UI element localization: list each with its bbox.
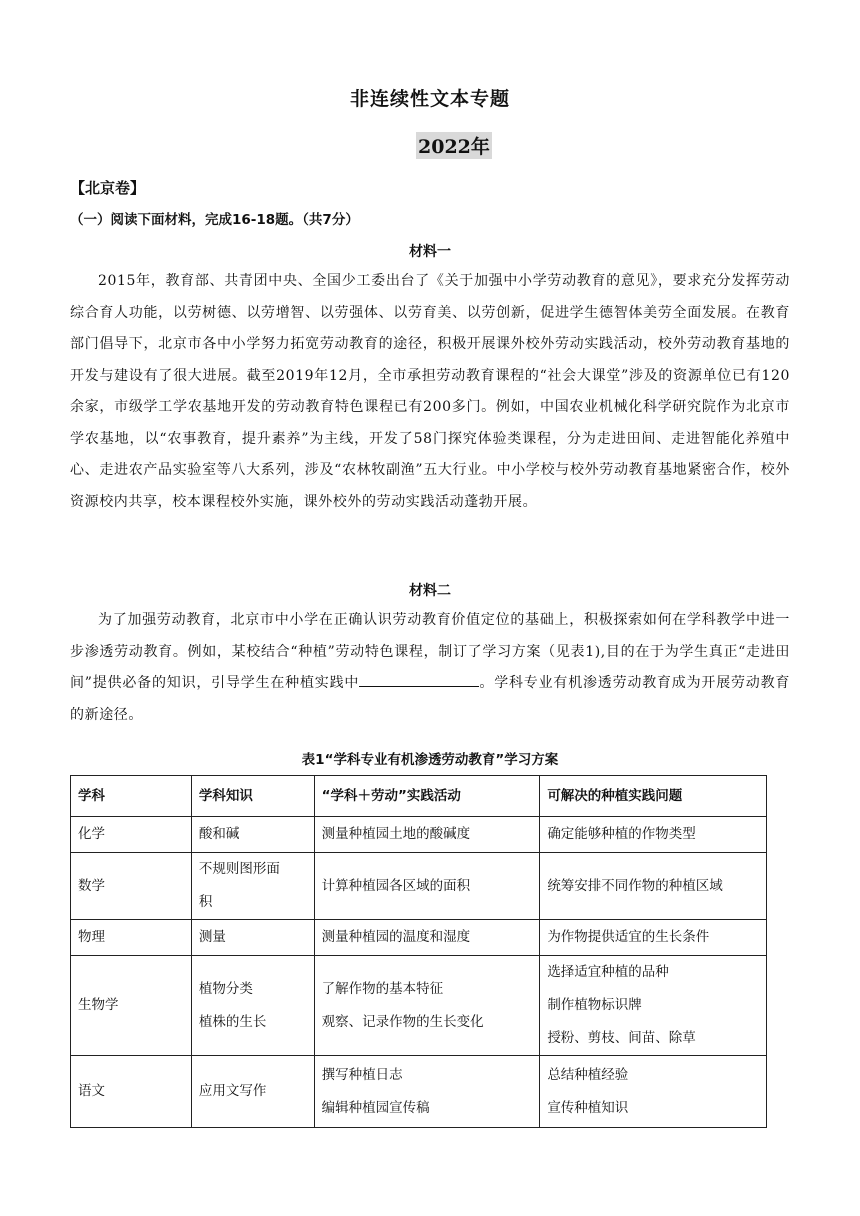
- cell-text: 植株的生长: [198, 1013, 267, 1030]
- material-2-text-after: 。学科专业有机渗透劳动教育成为开展劳动教育的新途径。: [70, 675, 791, 723]
- activity-cell: [314, 1056, 540, 1128]
- problem-cell: [540, 956, 767, 1056]
- table-row: [71, 853, 767, 920]
- cell-text: 语文: [78, 1083, 105, 1099]
- subject-cell: [71, 1056, 192, 1128]
- table-row: [71, 817, 767, 853]
- column-header: “学科＋劳动”实践活动: [314, 776, 540, 817]
- problem-cell: [540, 920, 767, 956]
- column-header: 学科知识: [191, 776, 314, 817]
- cell-text: 总结种植经验: [547, 1066, 629, 1083]
- cell-text: 制作植物标识牌: [547, 997, 642, 1013]
- material-2-heading: 材料二: [409, 583, 451, 599]
- knowledge-cell: [191, 920, 314, 956]
- cell-text: 确定能够种植的作物类型: [547, 826, 696, 842]
- knowledge-cell: [191, 1056, 314, 1128]
- document-title: 非连续性文本专题: [349, 88, 510, 110]
- question-instruction: （一）阅读下面材料，完成16-18题。（共7分）: [70, 212, 359, 228]
- cell-text: 编辑种植园宣传稿: [321, 1099, 430, 1116]
- table-row: [71, 956, 767, 1056]
- cell-text: 计算种植园各区域的面积: [321, 877, 471, 894]
- cell-text: 为作物提供适宜的生长条件: [547, 929, 710, 945]
- cell-text: 化学: [78, 826, 105, 842]
- table-caption: 表1“学科专业有机渗透劳动教育”学习方案: [301, 752, 559, 768]
- knowledge-cell: [191, 956, 314, 1056]
- column-header: 可解决的种植实践问题: [540, 776, 767, 817]
- activity-cell: [314, 853, 540, 920]
- cell-text: 应用文写作: [198, 1083, 267, 1099]
- column-header: 学科: [71, 776, 192, 817]
- subject-cell: [71, 817, 192, 853]
- section-label: 【北京卷】: [70, 179, 146, 197]
- activity-cell: [314, 920, 540, 956]
- material-2-text: [70, 605, 790, 731]
- cell-text: 植物分类: [198, 980, 253, 997]
- subject-cell: [71, 920, 192, 956]
- cell-text: 了解作物的基本特征: [321, 980, 444, 997]
- cell-text: 选择适宜种植的品种: [547, 964, 669, 980]
- cell-text: 宣传种植知识: [547, 1099, 629, 1116]
- cell-text: 积: [198, 894, 213, 910]
- study-plan-table: [70, 775, 767, 1128]
- subject-cell: [71, 956, 192, 1056]
- cell-text: 测量种植园土地的酸碱度: [321, 826, 471, 842]
- cell-text: 统筹安排不同作物的种植区域: [547, 877, 723, 894]
- table-body: [71, 817, 767, 1128]
- subject-cell: [71, 853, 192, 920]
- answer-blank: [359, 672, 479, 687]
- table-row: [71, 1056, 767, 1128]
- cell-text: 数学: [78, 877, 105, 894]
- knowledge-cell: [191, 853, 314, 920]
- activity-cell: [314, 956, 540, 1056]
- activity-cell: [314, 817, 540, 853]
- cell-text: 授粉、剪枝、间苗、除草: [547, 1030, 696, 1046]
- table-header-row: [71, 776, 767, 817]
- year-label: 2022年: [416, 132, 492, 159]
- cell-text: 观察、记录作物的生长变化: [321, 1013, 484, 1030]
- table-row: [71, 920, 767, 956]
- problem-cell: [540, 853, 767, 920]
- cell-text: 不规则图形面: [198, 861, 280, 877]
- problem-cell: [540, 1056, 767, 1128]
- cell-text: 酸和碱: [198, 826, 240, 842]
- material-1-heading: 材料一: [409, 244, 451, 260]
- cell-text: 物理: [78, 929, 105, 945]
- material-1-text: 2015年，教育部、共青团中央、全国少工委出台了《关于加强中小学劳动教育的意见》，要求充分发挥劳动综合育人功能，以劳树德、以劳增智、以劳强体、以劳育美、以劳创新，促进学生德智体美劳全面发展。在教育部门倡导下，北京市各中小学努力拓宽劳动教育的途径，积极开展课外校外劳动实践活动，校外劳动教育基地的开发与建设有了很大进展。截至2019年12月，全市承担劳动教育课程的“社会大课堂”涉及的资源单位已有120余家，市级学工学农基地开发的劳动教育特色课程已有200多门。例如，中国农业机械化科学研究院作为北京市学农基地，以“农事教育，提升素养”为主线，开发了58门探究体验类课程，分为走进田间、走进智能化养殖中心、走进农产品实验室等八大系列，涉及“农林牧副渔”五大行业。中小学校与校外劳动教育基地紧密合作，校外资源校内共享，校本课程校外实施，课外校外的劳动实践活动蓬勃开展。: [70, 273, 790, 510]
- cell-text: 测量种植园的温度和湿度: [321, 929, 471, 945]
- knowledge-cell: [191, 817, 314, 853]
- cell-text: 撰写种植日志: [321, 1066, 403, 1083]
- cell-text: 生物学: [78, 997, 119, 1013]
- cell-text: 测量: [198, 929, 226, 945]
- problem-cell: [540, 817, 767, 853]
- material-2-text-before: 为了加强劳动教育，北京市中小学在正确认识劳动教育价值定位的基础上，积极探索如何在学科教学中进一步渗透劳动教育。例如，某校结合“种植”劳动特色课程，制订了学习方案（见表1),目的在于为学生真正“走进田间”提供必备的知识，引导学生在种植实践中: [70, 612, 790, 691]
